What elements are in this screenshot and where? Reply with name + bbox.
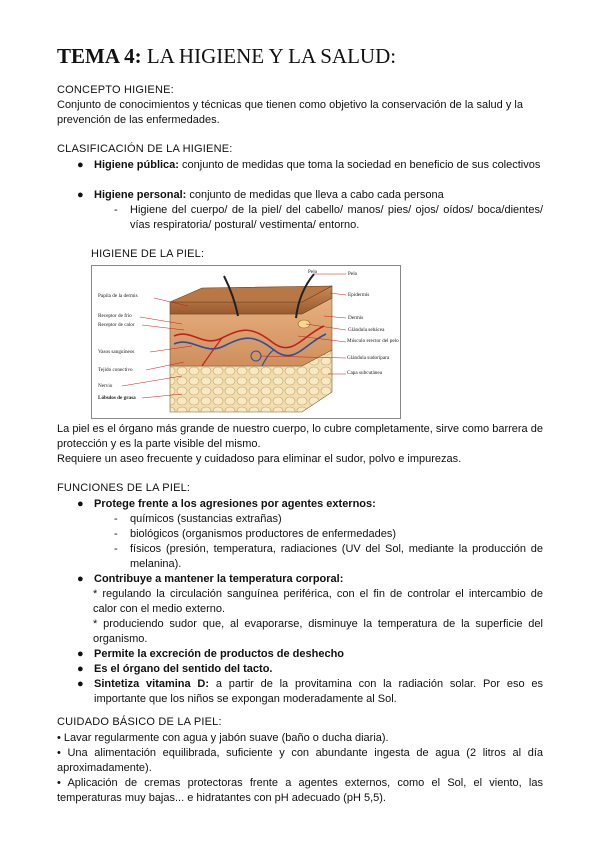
bullet-bold: Sintetiza vitamina D: [94, 678, 210, 690]
dash-icon: - [114, 528, 118, 540]
dash-text: físicos (presión, temperatura, radiaciones (UV del Sol, mediante la producción de melanina). [130, 543, 543, 571]
piel-text-2: Requiere un aseo frecuente y cuidadoso para eliminar el sudor, polvo e impurezas. [57, 453, 462, 465]
concepto-line-1: Conjunto de conocimientos y técnicas que tienen como objetivo la conservación de la salud y la [57, 99, 523, 111]
funciones-dash-fisicos [114, 542, 543, 572]
concepto-heading: CONCEPTO HIGIENE: [57, 84, 174, 96]
label-vasos: Vasos sanguíneos [98, 349, 135, 355]
clasificacion-heading: CLASIFICACIÓN DE LA HIGIENE: [57, 143, 233, 155]
label-lobulos: Lóbulos de grasa [98, 395, 136, 401]
clasificacion-bullet-personal [77, 188, 543, 203]
funciones-star-circulacion: * regulando la circulación sanguínea periférica, con el fin de controlar el intercambio de calor con el medio externo. [93, 588, 543, 616]
cuidado-item-cremas: • Aplicación de cremas protectoras frente a agentes externos, como el Sol, el viento, las temperaturas muy bajas... e hidratantes con pH adecuado (pH 5,5). [57, 777, 543, 805]
funciones-bullet-protege [77, 497, 543, 512]
title-number: TEMA 4: [57, 44, 142, 68]
label-epidermis: Epidermis [348, 292, 370, 298]
bullet-icon: ● [77, 159, 84, 171]
bullet-text: conjunto de medidas que lleva a cabo cada persona [186, 189, 444, 201]
funciones-bullet-vitamina-d [77, 677, 543, 707]
label-receptor-frio: Receptor de frío [98, 313, 132, 319]
title-text: LA HIGIENE Y LA SALUD: [141, 44, 397, 68]
bullet-bold: Contribuye a mantener la temperatura corporal: [94, 573, 344, 585]
bullet-icon: ● [77, 189, 84, 201]
funciones-bullet-temperatura [77, 572, 543, 587]
bullet-bold: Permite la excreción de productos de deshecho [94, 648, 345, 660]
concepto-line-2: prevención de las enfermedades. [57, 114, 220, 126]
label-glandula-sudoripara: Glándula sudorípara [347, 355, 390, 361]
label-glandula-sebacea: Glándula sebácea [348, 327, 385, 333]
funciones-bullet-excrecion [77, 647, 543, 662]
label-tejido: Tejido conectivo [98, 367, 133, 373]
bullet-icon: ● [77, 498, 84, 510]
cuidado-item-alimentacion: • Una alimentación equilibrada, suficiente y con abundante ingesta de agua (2 litros al día aproximadamente). [57, 747, 543, 775]
label-pelo-right: Pelo [348, 271, 358, 277]
label-receptor-calor: Receptor de calor [98, 322, 135, 328]
clasificacion-dash-item [114, 203, 543, 233]
skin-illustration [92, 266, 400, 418]
dash-icon: - [114, 543, 118, 555]
clasificacion-bullet-publica [77, 158, 543, 173]
funciones-heading: FUNCIONES DE LA PIEL: [57, 482, 191, 494]
label-papila: Papila de la dermis [98, 293, 138, 299]
bullet-bold: Higiene pública: [94, 159, 179, 171]
dash-text: biológicos (organismos productores de enfermedades) [130, 528, 396, 540]
label-nervio: Nervio [98, 383, 113, 389]
label-pelo: Pelo [308, 269, 318, 275]
funciones-star-sudor: * produciendo sudor que, al evaporarse, disminuye la temperatura de la superficie del organismo. [93, 618, 543, 646]
funciones-dash-quimicos [114, 512, 543, 527]
bullet-bold: Es el órgano del sentido del tacto. [94, 663, 273, 675]
piel-text-1: La piel es el órgano más grande de nuestro cuerpo, lo cubre completamente, sirve como barrera de protección y es la parte visible del mismo. [57, 423, 543, 451]
bullet-icon: ● [77, 648, 84, 660]
label-dermis: Dermis [348, 315, 364, 321]
dash-text: Higiene del cuerpo/ de la piel/ del cabello/ manos/ pies/ ojos/ oídos/ boca/dientes/ vías respiratoria/ postural/ vestimenta/ entorno. [130, 204, 543, 232]
bullet-text: a partir de la provitamina con la radiación solar. Por eso es importante que los niños se expongan moderadamente al Sol. [94, 678, 543, 706]
funciones-dash-biologicos [114, 527, 543, 542]
bullet-bold: Protege frente a los agresiones por agentes externos: [94, 498, 376, 510]
label-musculo: Músculo erector del pelo [347, 338, 399, 344]
page-title [57, 44, 396, 69]
bullet-bold: Higiene personal: [94, 189, 187, 201]
piel-heading: HIGIENE DE LA PIEL: [91, 248, 205, 260]
skin-diagram [91, 265, 401, 419]
label-capa: Capa subcutánea [347, 370, 383, 376]
bullet-text: conjunto de medidas que toma la sociedad en beneficio de sus colectivos [178, 159, 541, 171]
cuidado-item-lavar: • Lavar regularmente con agua y jabón suave (baño o ducha diaria). [57, 732, 389, 744]
dash-icon: - [114, 204, 118, 216]
funciones-bullet-tacto [77, 662, 543, 677]
bullet-icon: ● [77, 678, 84, 690]
dash-text: químicos (sustancias extrañas) [130, 513, 282, 525]
cuidado-heading: CUIDADO BÁSICO DE LA PIEL: [57, 716, 222, 728]
sebaceous-gland [298, 320, 310, 328]
dash-icon: - [114, 513, 118, 525]
bullet-icon: ● [77, 573, 84, 585]
bullet-icon: ● [77, 663, 84, 675]
